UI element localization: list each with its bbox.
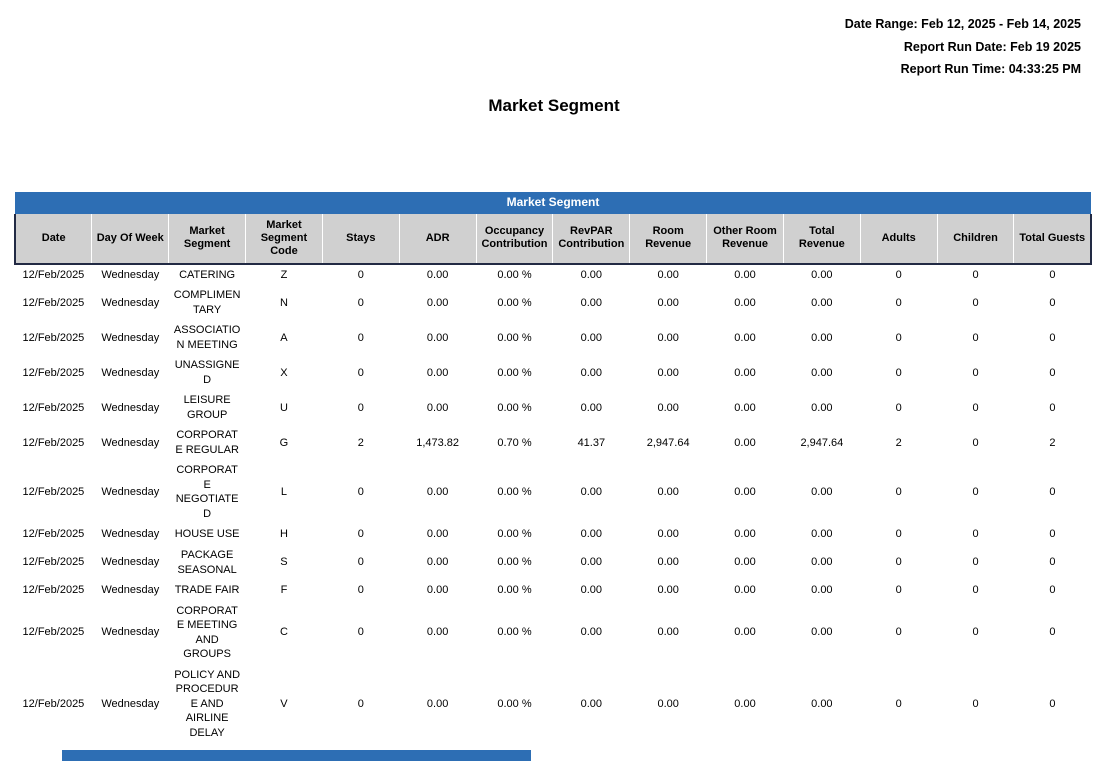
table-row bbox=[15, 524, 1091, 545]
table-cell: Wednesday bbox=[101, 697, 160, 710]
table-cell: F bbox=[280, 584, 288, 597]
table-cell: 0 bbox=[1049, 697, 1056, 710]
table-cell: 0.00 bbox=[580, 528, 603, 541]
table-cell: 0 bbox=[1049, 401, 1056, 414]
column-header: RevPAR Contribution bbox=[553, 214, 630, 264]
table-cell: G bbox=[279, 436, 289, 449]
table-cell: 0 bbox=[895, 697, 902, 710]
table-cell: 0 bbox=[895, 268, 902, 281]
table-cell: 0.00 % bbox=[497, 331, 532, 344]
table-cell: 0.00 bbox=[580, 331, 603, 344]
column-header: Room Revenue bbox=[630, 214, 707, 264]
table-cell: 12/Feb/2025 bbox=[22, 366, 85, 379]
table-cell: 0.00 bbox=[811, 296, 833, 309]
table-cell: POLICY AND PROCEDURE AND AIRLINE DELAY bbox=[174, 668, 241, 739]
table-cell: 0.00 bbox=[426, 296, 449, 309]
table-cell: Wednesday bbox=[101, 401, 160, 414]
column-header: Occupancy Contribution bbox=[476, 214, 553, 264]
table-cell: 0 bbox=[972, 584, 979, 597]
table-cell: 0 bbox=[357, 296, 364, 309]
table-cell: 0.00 bbox=[580, 626, 603, 639]
market-segment-table bbox=[14, 192, 1092, 743]
table-row bbox=[15, 665, 1091, 744]
table-cell: 12/Feb/2025 bbox=[22, 697, 85, 710]
table-cell: 0.00 % bbox=[497, 584, 532, 597]
table-cell: 0.00 bbox=[426, 268, 449, 281]
table-cell: CORPORATE NEGOTIATED bbox=[175, 464, 239, 520]
table-cell: 12/Feb/2025 bbox=[22, 296, 85, 309]
table-cell: 0.00 bbox=[734, 626, 756, 639]
table-cell: 0 bbox=[1049, 486, 1056, 499]
table-cell: 0.00 bbox=[426, 584, 449, 597]
table-row bbox=[15, 390, 1091, 425]
report-run-date: Report Run Date: Feb 19 2025 bbox=[903, 39, 1081, 54]
table-cell: ASSOCIATION MEETING bbox=[173, 324, 241, 351]
table-cell: 12/Feb/2025 bbox=[22, 401, 85, 414]
column-header: ADR bbox=[399, 214, 476, 264]
table-cell: 0.00 bbox=[811, 626, 833, 639]
table-cell: 0.00 bbox=[811, 268, 833, 281]
table-cell: N bbox=[279, 296, 288, 309]
table-cell: 0 bbox=[972, 697, 979, 710]
table-cell: 0.00 bbox=[580, 556, 603, 569]
table-cell: 0.00 bbox=[426, 697, 449, 710]
table-cell: 0 bbox=[895, 331, 902, 344]
table-cell: 0.00 bbox=[580, 584, 603, 597]
column-header: Other Room Revenue bbox=[707, 214, 784, 264]
table-cell: 0 bbox=[972, 528, 979, 541]
table-cell: CATERING bbox=[179, 268, 236, 281]
table-cell: 0.00 % bbox=[497, 556, 532, 569]
table-cell: 0.00 bbox=[657, 366, 679, 379]
table-cell: S bbox=[280, 556, 288, 569]
table-cell: 0.00 bbox=[734, 331, 756, 344]
table-row bbox=[15, 320, 1091, 355]
table-cell: 2 bbox=[1049, 436, 1056, 449]
table-cell: 12/Feb/2025 bbox=[22, 486, 85, 499]
table-cell: Wednesday bbox=[101, 626, 160, 639]
table-cell: 0 bbox=[972, 401, 979, 414]
table-cell: X bbox=[280, 366, 288, 379]
table-cell: 0.00 bbox=[811, 331, 833, 344]
table-cell: 0 bbox=[972, 331, 979, 344]
table-cell: 0.70 % bbox=[497, 436, 532, 449]
table-cell: 0 bbox=[1049, 268, 1056, 281]
table-cell: 0.00 bbox=[734, 268, 756, 281]
table-row bbox=[15, 264, 1091, 286]
table-cell: Wednesday bbox=[101, 486, 160, 499]
table-cell: 0.00 bbox=[657, 486, 679, 499]
table-cell: Wednesday bbox=[101, 331, 160, 344]
table-cell: 0.00 bbox=[580, 401, 603, 414]
table-cell: 0 bbox=[1049, 584, 1056, 597]
table-cell: 2 bbox=[895, 436, 902, 449]
section-header-row bbox=[15, 192, 1091, 214]
table-cell: 0.00 % bbox=[497, 697, 532, 710]
table-cell: TRADE FAIR bbox=[174, 584, 240, 597]
table-cell: 0 bbox=[895, 401, 902, 414]
table-cell: 0.00 % bbox=[497, 401, 532, 414]
table-cell: 0 bbox=[895, 486, 902, 499]
table-cell: 0 bbox=[895, 528, 902, 541]
table-cell: 0 bbox=[357, 401, 364, 414]
table-cell: U bbox=[279, 401, 288, 414]
table-cell: 0 bbox=[1049, 296, 1056, 309]
table-cell: 0.00 % bbox=[497, 626, 532, 639]
table-cell: 0 bbox=[357, 528, 364, 541]
table-cell: 2,947.64 bbox=[800, 436, 844, 449]
table-cell: 12/Feb/2025 bbox=[22, 556, 85, 569]
section-title-bar: Market Segment bbox=[15, 192, 1091, 214]
table-cell: 0.00 bbox=[734, 556, 756, 569]
table-cell: 0.00 bbox=[580, 697, 603, 710]
table-cell: 0.00 bbox=[657, 268, 679, 281]
table-cell: 0 bbox=[357, 626, 364, 639]
table-cell: Wednesday bbox=[101, 268, 160, 281]
table-cell: HOUSE USE bbox=[174, 528, 240, 541]
column-header: Day Of Week bbox=[92, 214, 169, 264]
table-row bbox=[15, 601, 1091, 665]
table-cell: V bbox=[280, 697, 288, 710]
table-cell: 2 bbox=[357, 436, 364, 449]
table-cell: 0 bbox=[972, 296, 979, 309]
table-cell: 0.00 bbox=[811, 556, 833, 569]
table-cell: 2,947.64 bbox=[646, 436, 690, 449]
table-cell: 0 bbox=[1049, 626, 1056, 639]
table-body bbox=[15, 264, 1091, 743]
table-cell: 0.00 bbox=[811, 486, 833, 499]
table-cell: UNASSIGNED bbox=[174, 359, 240, 386]
table-cell: 0 bbox=[357, 268, 364, 281]
table-cell: 0 bbox=[895, 366, 902, 379]
table-cell: 0 bbox=[1049, 366, 1056, 379]
table-cell: 0.00 bbox=[734, 584, 756, 597]
table-cell: 0 bbox=[972, 486, 979, 499]
table-cell: 0.00 bbox=[811, 528, 833, 541]
next-section-bar-partial bbox=[62, 750, 531, 761]
table-cell: C bbox=[279, 626, 288, 639]
table-cell: 1,473.82 bbox=[416, 436, 460, 449]
column-header: Total Guests bbox=[1014, 214, 1091, 264]
report-date-range: Date Range: Feb 12, 2025 - Feb 14, 2025 bbox=[844, 17, 1081, 31]
table-row bbox=[15, 425, 1091, 460]
table-cell: 0.00 % bbox=[497, 366, 532, 379]
table-cell: A bbox=[280, 331, 288, 344]
table-cell: 0 bbox=[895, 296, 902, 309]
column-header: Adults bbox=[860, 214, 937, 264]
table-cell: 0.00 bbox=[426, 626, 449, 639]
table-cell: 0 bbox=[1049, 528, 1056, 541]
table-cell: 0.00 bbox=[657, 626, 679, 639]
table-cell: 0 bbox=[972, 626, 979, 639]
table-cell: 0.00 bbox=[657, 556, 679, 569]
table-cell: 12/Feb/2025 bbox=[22, 436, 85, 449]
table-cell: 0.00 bbox=[426, 331, 449, 344]
table-cell: 0 bbox=[895, 556, 902, 569]
table-cell: 0.00 bbox=[734, 436, 756, 449]
table-cell: Wednesday bbox=[101, 436, 160, 449]
table-cell: LEISURE GROUP bbox=[183, 394, 231, 421]
table-cell: 0.00 bbox=[811, 401, 833, 414]
table-cell: 0 bbox=[972, 436, 979, 449]
table-row bbox=[15, 285, 1091, 320]
table-cell: 0 bbox=[895, 626, 902, 639]
table-cell: 0.00 % bbox=[497, 268, 532, 281]
column-header: Market Segment bbox=[169, 214, 246, 264]
table-cell: 0.00 bbox=[811, 366, 833, 379]
table-cell: 0.00 % bbox=[497, 296, 532, 309]
table-cell: Wednesday bbox=[101, 556, 160, 569]
table-cell: 0 bbox=[972, 366, 979, 379]
table-cell: L bbox=[280, 486, 288, 499]
table-cell: 0 bbox=[357, 584, 364, 597]
table-cell: 0.00 bbox=[580, 486, 603, 499]
column-header-row bbox=[15, 214, 1091, 264]
table-cell: 0.00 bbox=[426, 401, 449, 414]
table-cell: 0.00 bbox=[657, 401, 679, 414]
column-header: Children bbox=[937, 214, 1014, 264]
table-cell: PACKAGE SEASONAL bbox=[177, 548, 237, 576]
table-cell: 12/Feb/2025 bbox=[22, 268, 85, 281]
table-cell: 0.00 bbox=[657, 331, 679, 344]
table-cell: 0.00 bbox=[657, 697, 679, 710]
table-cell: 0.00 bbox=[657, 296, 679, 309]
table-cell: 0.00 bbox=[426, 366, 449, 379]
table-cell: 0.00 bbox=[811, 697, 833, 710]
table-cell: 0 bbox=[357, 556, 364, 569]
table-cell: 0 bbox=[972, 556, 979, 569]
table-row bbox=[15, 545, 1091, 580]
column-header: Market Segment Code bbox=[246, 214, 323, 264]
table-row bbox=[15, 355, 1091, 390]
table-cell: 0 bbox=[357, 331, 364, 344]
table-cell: 0.00 bbox=[580, 366, 603, 379]
table-cell: 0.00 bbox=[580, 296, 603, 309]
table-cell: Wednesday bbox=[101, 528, 160, 541]
report-info-block bbox=[845, 13, 1081, 81]
report-run-time: Report Run Time: 04:33:25 PM bbox=[900, 62, 1081, 76]
table-cell: 0 bbox=[972, 268, 979, 281]
table-cell: 0.00 bbox=[426, 528, 449, 541]
table-cell: 0.00 bbox=[657, 528, 679, 541]
table-cell: 0.00 % bbox=[497, 486, 532, 499]
table-cell: 12/Feb/2025 bbox=[22, 584, 85, 597]
table-cell: H bbox=[279, 528, 288, 541]
table-cell: 0.00 % bbox=[497, 528, 532, 541]
table-cell: 0.00 bbox=[734, 697, 756, 710]
table-cell: 0.00 bbox=[734, 528, 756, 541]
table-cell: 41.37 bbox=[577, 436, 606, 449]
table-cell: Z bbox=[280, 268, 288, 281]
market-segment-table-container bbox=[14, 192, 1092, 743]
table-cell: 0.00 bbox=[734, 401, 756, 414]
table-cell: 0.00 bbox=[734, 366, 756, 379]
table-cell: 12/Feb/2025 bbox=[22, 331, 85, 344]
table-cell: Wednesday bbox=[101, 584, 160, 597]
table-cell: CORPORATE REGULAR bbox=[175, 429, 239, 456]
table-cell: 0.00 bbox=[734, 486, 756, 499]
table-cell: 0 bbox=[1049, 556, 1056, 569]
table-cell: 0 bbox=[1049, 331, 1056, 344]
table-cell: 0.00 bbox=[811, 584, 833, 597]
table-cell: Wednesday bbox=[101, 296, 160, 309]
table-row bbox=[15, 460, 1091, 524]
table-cell: 0.00 bbox=[426, 556, 449, 569]
page-title: Market Segment bbox=[488, 96, 620, 115]
table-cell: 0.00 bbox=[734, 296, 756, 309]
column-header: Date bbox=[15, 214, 92, 264]
table-cell: Wednesday bbox=[101, 366, 160, 379]
table-cell: 0 bbox=[895, 584, 902, 597]
table-cell: 12/Feb/2025 bbox=[22, 528, 85, 541]
table-cell: CORPORATE MEETING AND GROUPS bbox=[176, 604, 238, 661]
table-cell: 0.00 bbox=[580, 268, 603, 281]
table-cell: 12/Feb/2025 bbox=[22, 626, 85, 639]
table-row bbox=[15, 580, 1091, 601]
table-cell: COMPLIMENTARY bbox=[173, 289, 241, 316]
table-cell: 0.00 bbox=[426, 486, 449, 499]
table-cell: 0 bbox=[357, 366, 364, 379]
table-cell: 0 bbox=[357, 486, 364, 499]
table-cell: 0.00 bbox=[657, 584, 679, 597]
column-header: Total Revenue bbox=[783, 214, 860, 264]
column-header: Stays bbox=[322, 214, 399, 264]
table-cell: 0 bbox=[357, 697, 364, 710]
